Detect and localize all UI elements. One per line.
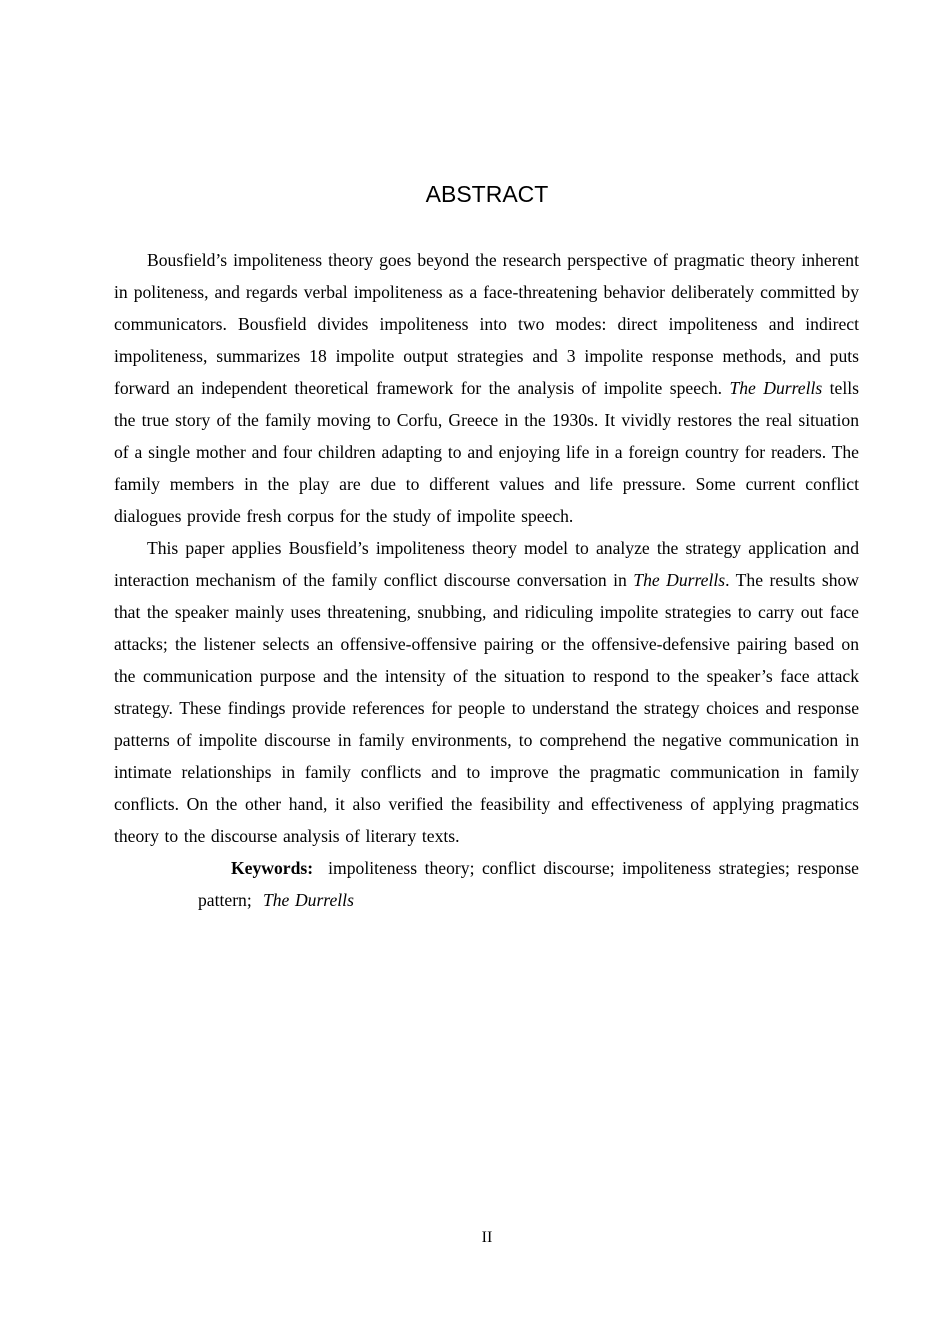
paragraph-2-text-b: . The results show that the speaker mainly uses threatening, snubbing, and ridiculing impolite strategies to carry out face attacks; the listener selects an offensive-offensive pairing or the offensive-defensive pairing based on the communication purpose and the intensity of the situation to respond to the speaker’s face attack strategy. These findings provide references for people to understand the strategy choices and response patterns of impolite discourse in family environments, to comprehend the negative communication in intimate relationships in family conflicts and to improve the pragmatic communication in family conflicts. On the other hand, it also verified the feasibility and effectiveness of applying pragmatics theory to the discourse analysis of literary texts.: [114, 570, 860, 846]
abstract-body: [114, 244, 859, 916]
keywords-line: [114, 852, 859, 916]
abstract-paragraph-1: [114, 244, 859, 532]
work-title-italic: The Durrells: [633, 570, 726, 590]
abstract-paragraph-2: [114, 532, 859, 852]
page-number: II: [481, 1229, 493, 1246]
paragraph-2-text-a: This paper applies Bousfield’s impoliteness theory model to analyze the strategy application and interaction mechanism of the family conflict discourse conversation in: [114, 538, 859, 590]
work-title-italic: The Durrells: [729, 378, 823, 398]
keywords-work-title: The Durrells: [262, 890, 354, 910]
keywords-text: impoliteness theory; conflict discourse; impoliteness strategies; response pattern;: [198, 858, 859, 910]
paragraph-1-text-b: tells the true story of the family moving to Corfu, Greece in the 1930s. It vividly restores the real situation of a single mother and four children adapting to and enjoying life in a foreign country for readers. The family members in the play are due to different values and life pressure. Some current conflict dialogues provide fresh corpus for the study of impolite speech.: [114, 378, 859, 526]
page-title: ABSTRACT: [425, 181, 549, 207]
keywords-label: Keywords:: [231, 858, 314, 878]
paragraph-1-text-a: Bousfield’s impoliteness theory goes beyond the research perspective of pragmatic theory inherent in politeness, and regards verbal impoliteness as a face-threatening behavior deliberately committed by communicators. Bousfield divides impoliteness into two modes: direct impoliteness and indirect impoliteness, summarizes 18 impolite output strategies and 3 impolite response methods, and puts forward an independent theoretical framework for the analysis of impolite speech.: [114, 250, 859, 398]
